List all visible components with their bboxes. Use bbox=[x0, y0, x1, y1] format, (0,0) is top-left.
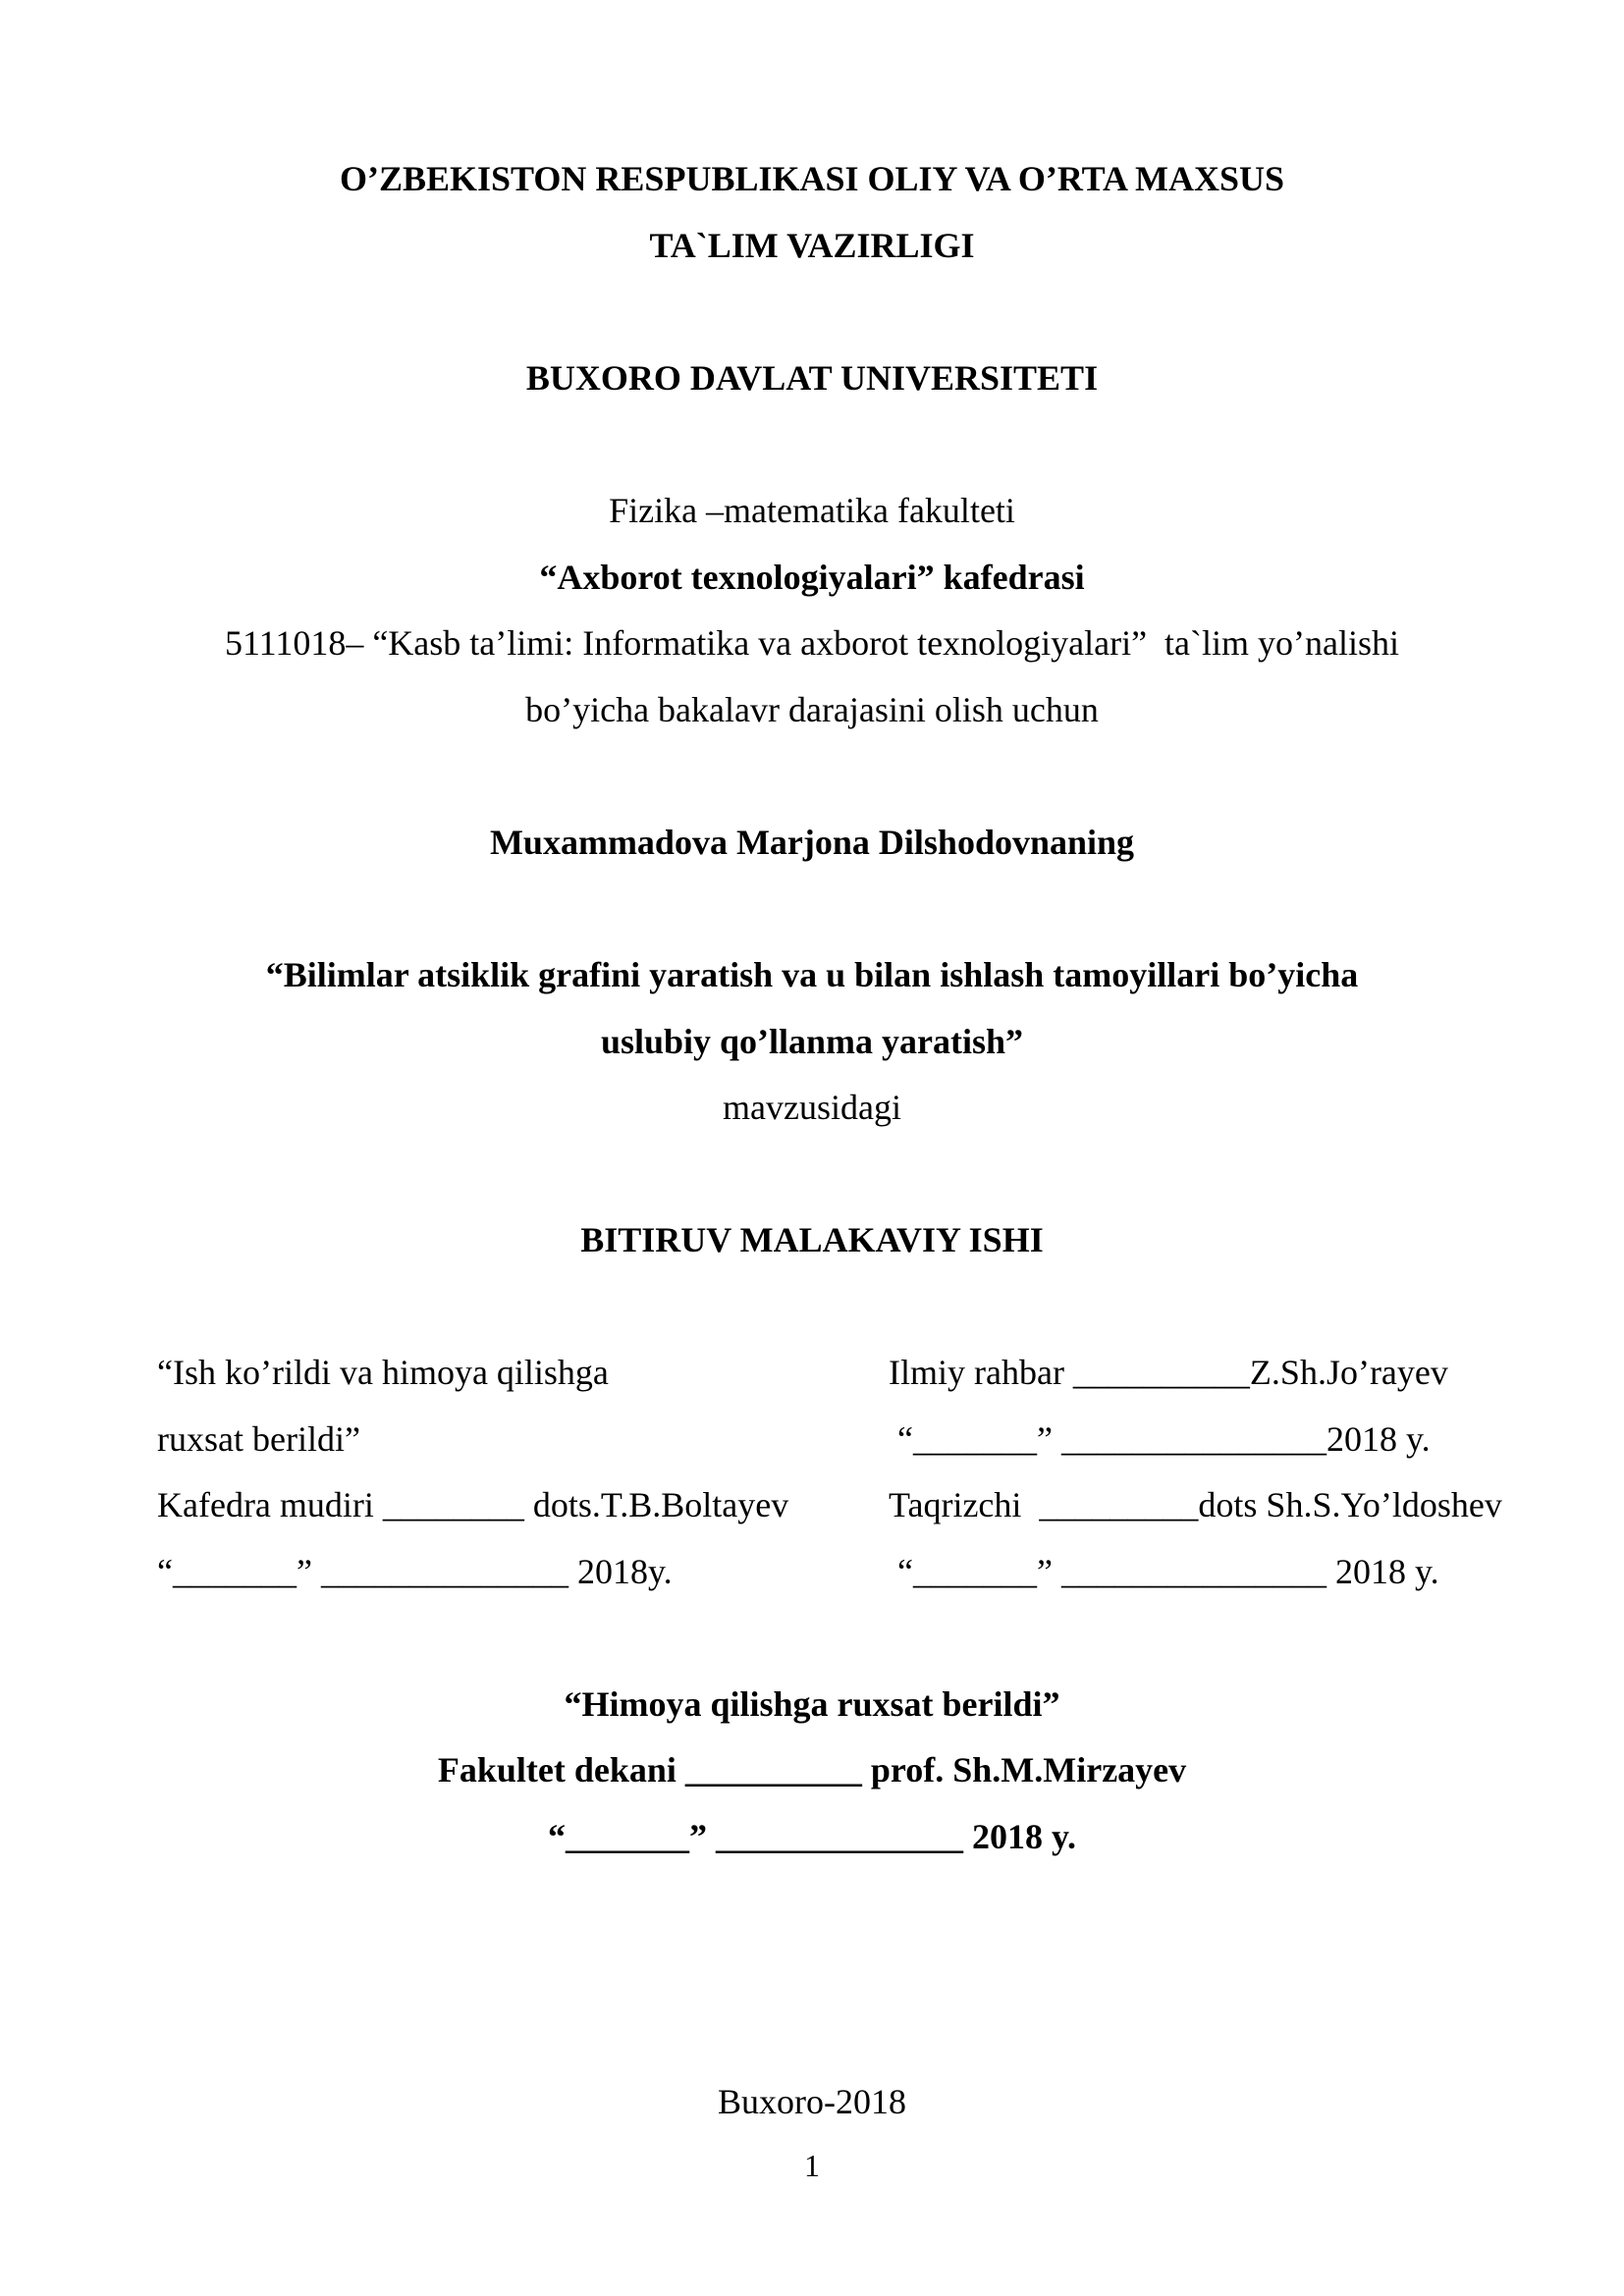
program-line-2: bo’yicha bakalavr darajasini olish uchun bbox=[525, 690, 1099, 729]
signature-left-4: “_______” ______________ 2018y. bbox=[157, 1552, 673, 1591]
place-year: Buxoro-2018 bbox=[718, 2082, 906, 2121]
chair-name: “Axborot texnologiyalari” kafedrasi bbox=[539, 558, 1085, 597]
signature-right-3: Taqrizchi _________dots Sh.S.Yo’ldoshev bbox=[889, 1485, 1502, 1524]
signature-left-3: Kafedra mudiri ________ dots.T.B.Boltayev bbox=[157, 1485, 789, 1524]
ministry-line-1: O’ZBEKISTON RESPUBLIKASI OLIY VA O’RTA MAXSUS bbox=[340, 159, 1284, 198]
topic-line-2: uslubiy qo’llanma yaratish” bbox=[600, 1022, 1024, 1061]
signature-right-4: “_______” _______________ 2018 y. bbox=[889, 1552, 1439, 1591]
approval-date: “_______” ______________ 2018 y. bbox=[547, 1817, 1076, 1856]
work-type-title: BITIRUV MALAKAVIY ISHI bbox=[580, 1220, 1044, 1259]
student-name: Muxammadova Marjona Dilshodovnaning bbox=[489, 823, 1135, 862]
approval-title: “Himoya qilishga ruxsat berildi” bbox=[564, 1684, 1060, 1724]
page-number: 1 bbox=[804, 2148, 820, 2183]
signature-right-2: “_______” _______________2018 y. bbox=[889, 1419, 1431, 1459]
program-line-1: 5111018– “Kasb ta’limi: Informatika va axborot texnologiyalari” ta`lim yo’nalishi bbox=[224, 623, 1399, 663]
university-name: BUXORO DAVLAT UNIVERSITETI bbox=[525, 358, 1099, 398]
faculty-name: Fizika –matematika fakulteti bbox=[609, 491, 1015, 530]
topic-suffix: mavzusidagi bbox=[723, 1088, 901, 1127]
topic-line-1: “Bilimlar atsiklik grafini yaratish va u bilan ishlash tamoyillari bo’yicha bbox=[265, 955, 1359, 994]
approval-dean: Fakultet dekani __________ prof. Sh.M.Mirzayev bbox=[437, 1750, 1187, 1789]
signature-left-1: “Ish ko’rildi va himoya qilishga bbox=[157, 1353, 609, 1392]
ministry-line-2: TA`LIM VAZIRLIGI bbox=[649, 226, 975, 265]
signature-left-2: ruxsat berildi” bbox=[157, 1419, 360, 1459]
signature-right-1: Ilmiy rahbar __________Z.Sh.Jo’rayev bbox=[889, 1353, 1448, 1392]
